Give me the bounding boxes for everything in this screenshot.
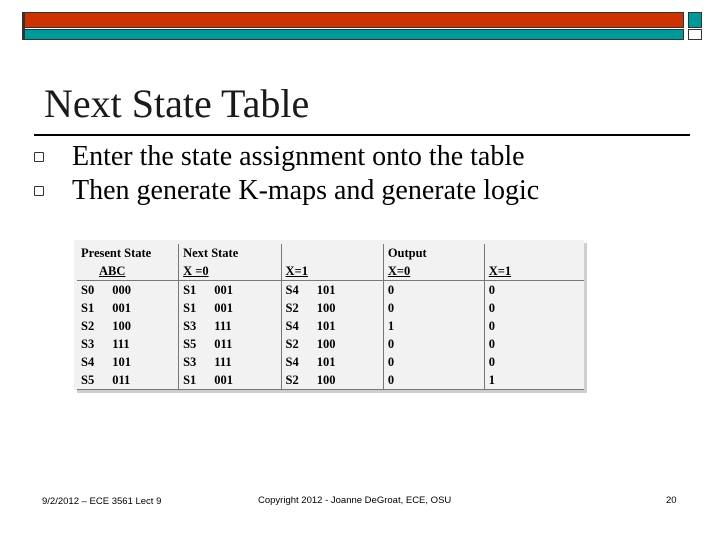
cell-present-state: S1 001 [81, 300, 131, 315]
cell-present-state: S2 100 [81, 318, 131, 333]
header-bar-red [22, 12, 684, 28]
table-row [77, 371, 584, 390]
header-blank [281, 244, 383, 262]
cell-out-x1: 0 [484, 281, 584, 300]
cell-out-x1: 0 [484, 353, 584, 371]
cell-out-x1: 1 [484, 371, 584, 390]
cell-out-x0: 0 [383, 353, 484, 371]
header-present-state: Present State [81, 245, 152, 260]
cell-out-x0: 0 [383, 299, 484, 317]
subheader-next-x0: X =0 [179, 262, 281, 281]
cell-out-x1: 0 [484, 299, 584, 317]
cell-next-x0: S1 001 [179, 371, 281, 390]
table-row [77, 353, 584, 371]
table-row [77, 299, 584, 317]
title-rule [34, 134, 690, 136]
cell-next-x0: S5 011 [179, 335, 281, 353]
header-next-state: Next State [179, 244, 281, 262]
table-row [77, 335, 584, 353]
header-square-bottom [688, 29, 702, 40]
cell-out-x0: 0 [383, 281, 484, 300]
subheader-next-x1: X=1 [281, 262, 383, 281]
page-number: 20 [666, 495, 677, 506]
bullet-text: Then generate K-maps and generate logic [72, 175, 540, 206]
subheader-out-x0: X=0 [383, 262, 484, 281]
bullet-text: Enter the state assignment onto the table [72, 141, 525, 172]
cell-next-x1: S4 101 [281, 281, 383, 300]
header-output: Output [383, 244, 484, 262]
cell-out-x0: 1 [383, 317, 484, 335]
slide-title: Next State Table [44, 81, 310, 126]
cell-next-x0: S1 001 [179, 281, 281, 300]
table-header-row [77, 244, 584, 262]
cell-next-x0: S3 111 [179, 317, 281, 335]
cell-next-x0: S3 111 [179, 353, 281, 371]
cell-out-x1: 0 [484, 335, 584, 353]
cell-present-state: S3 111 [81, 336, 130, 351]
header-blank [484, 244, 584, 262]
footer-date-lecture: 9/2/2012 – ECE 3561 Lect 9 [42, 496, 162, 507]
next-state-table [77, 244, 584, 390]
next-state-table-image [74, 240, 584, 390]
square-bullet-icon [34, 186, 44, 196]
cell-out-x0: 0 [383, 371, 484, 390]
cell-next-x1: S2 100 [281, 299, 383, 317]
cell-next-x1: S2 100 [281, 371, 383, 390]
cell-next-x0: S1 001 [179, 299, 281, 317]
cell-out-x1: 0 [484, 317, 584, 335]
cell-next-x1: S4 101 [281, 353, 383, 371]
table-subheader-row [77, 262, 584, 281]
header-bar-teal [22, 29, 684, 40]
cell-out-x0: 0 [383, 335, 484, 353]
cell-present-state: S5 011 [77, 371, 179, 390]
cell-next-x1: S4 101 [281, 317, 383, 335]
cell-present-state: S4 101 [81, 354, 131, 369]
footer-copyright: Copyright 2012 - Joanne DeGroat, ECE, OSU [258, 495, 452, 506]
table-row [77, 281, 584, 300]
cell-next-x1: S2 100 [281, 335, 383, 353]
header-square-top [688, 12, 702, 28]
header-bar-edge [22, 12, 25, 40]
cell-present-state: S0 000 [81, 282, 131, 297]
subheader-abc: ABC [77, 262, 179, 281]
table-row [77, 317, 584, 335]
square-bullet-icon [34, 152, 44, 162]
subheader-out-x1: X=1 [484, 262, 584, 281]
